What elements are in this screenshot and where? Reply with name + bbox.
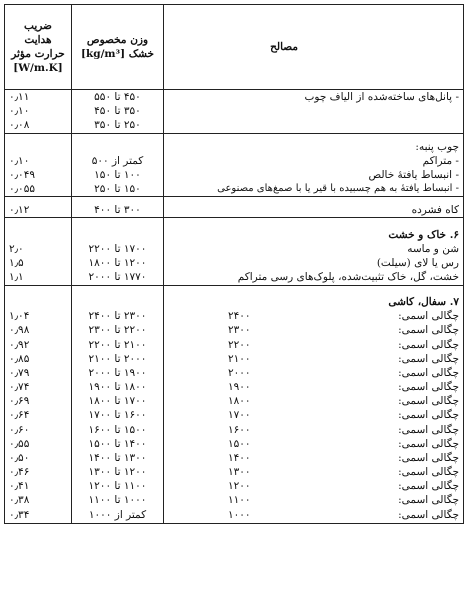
nominal-value: ۱۴۰۰ (228, 451, 251, 464)
material-cell: - انبساط یافتهٔ به هم چسبیده با قیر یا با صمغ‌های مصنوعی (164, 182, 464, 197)
table-row (5, 228, 464, 242)
nominal-label: چگالی اسمی: (398, 480, 459, 493)
conductivity-cell: ۰٫۶۴ (5, 408, 72, 422)
density-cell: ۱۱۰۰ تا ۱۲۰۰ (72, 479, 164, 493)
density-cell: کمتر از ۱۰۰۰ (72, 508, 164, 522)
conductivity-cell: ۰٫۴۶ (5, 465, 72, 479)
table-row (5, 338, 464, 352)
nominal-value: ۱۳۰۰ (228, 466, 251, 479)
nominal-label: چگالی اسمی: (398, 324, 459, 337)
nominal-label: چگالی اسمی: (398, 338, 459, 351)
table-row (5, 90, 464, 105)
material-cell (164, 493, 464, 507)
density-cell: ۳۵۰ تا ۴۵۰ (72, 104, 164, 118)
header-density: وزن مخصوص خشک [kg/m³] (72, 5, 164, 90)
thermal-conductivity-table (4, 4, 464, 524)
conductivity-cell: ۱٫۵ (5, 256, 72, 270)
table-row (5, 118, 464, 133)
conductivity-cell: ۰٫۶۹ (5, 394, 72, 408)
material-cell (164, 465, 464, 479)
nominal-label: چگالی اسمی: (398, 395, 459, 408)
table-row (5, 437, 464, 451)
conductivity-cell: ۰٫۰۵۵ (5, 182, 72, 197)
cork-title: چوب پنبه: (164, 140, 464, 154)
density-cell: کمتر از ۵۰۰ (72, 154, 164, 168)
material-cell (164, 323, 464, 337)
nominal-label: چگالی اسمی: (398, 381, 459, 394)
nominal-value: ۱۸۰۰ (228, 395, 251, 408)
density-cell: ۲۰۰۰ تا ۲۱۰۰ (72, 352, 164, 366)
material-cell (164, 366, 464, 380)
section-title-soil: ۶. خاک و خشت (164, 228, 464, 242)
conductivity-cell: ۰٫۱۱ (5, 90, 72, 105)
section-title-ceramic: ۷. سفال، کاشی (164, 295, 464, 309)
conductivity-cell: ۰٫۵۵ (5, 437, 72, 451)
table-row (5, 270, 464, 285)
nominal-label: چگالی اسمی: (398, 423, 459, 436)
conductivity-cell: ۰٫۸۵ (5, 352, 72, 366)
material-cell: شن و ماسه (164, 242, 464, 256)
conductivity-cell: ۰٫۶۰ (5, 423, 72, 437)
density-cell: ۳۰۰ تا ۴۰۰ (72, 203, 164, 218)
nominal-value: ۱۷۰۰ (228, 409, 251, 422)
table-row (5, 256, 464, 270)
material-cell (164, 394, 464, 408)
nominal-value: ۱۲۰۰ (228, 480, 251, 493)
nominal-value: ۱۶۰۰ (228, 423, 251, 436)
nominal-label: چگالی اسمی: (398, 494, 459, 507)
material-cell (164, 479, 464, 493)
density-cell: ۱۷۰۰ تا ۲۲۰۰ (72, 242, 164, 256)
conductivity-cell: ۰٫۷۹ (5, 366, 72, 380)
material-cell: رس یا لای (سیلت) (164, 256, 464, 270)
density-cell: ۱۰۰ تا ۱۵۰ (72, 168, 164, 182)
material-cell: - انبساط یافتهٔ خالص (164, 168, 464, 182)
nominal-value: ۲۴۰۰ (228, 310, 251, 323)
density-cell: ۲۲۰۰ تا ۲۳۰۰ (72, 323, 164, 337)
table-row (5, 154, 464, 168)
table-row (5, 423, 464, 437)
nominal-value: ۲۳۰۰ (228, 324, 251, 337)
material-cell (164, 352, 464, 366)
material-cell (164, 338, 464, 352)
conductivity-cell: ۰٫۳۴ (5, 508, 72, 522)
material-cell: - متراکم (164, 154, 464, 168)
nominal-value: ۲۲۰۰ (228, 338, 251, 351)
nominal-label: چگالی اسمی: (398, 409, 459, 422)
material-cell (164, 508, 464, 522)
material-cell (164, 118, 464, 133)
density-cell: ۱۰۰۰ تا ۱۱۰۰ (72, 493, 164, 507)
material-cell (164, 437, 464, 451)
material-cell (164, 408, 464, 422)
table-row (5, 493, 464, 507)
conductivity-cell: ۰٫۹۸ (5, 323, 72, 337)
material-cell (164, 309, 464, 323)
conductivity-cell: ۰٫۱۰ (5, 104, 72, 118)
table-row (5, 451, 464, 465)
nominal-label: چگالی اسمی: (398, 310, 459, 323)
group-divider (5, 285, 464, 295)
conductivity-cell: ۰٫۰۸ (5, 118, 72, 133)
density-cell: ۲۳۰۰ تا ۲۴۰۰ (72, 309, 164, 323)
density-cell: ۴۵۰ تا ۵۵۰ (72, 90, 164, 105)
header-conductivity: ضریب هدایت حرارت مؤثر [W/m.K] (5, 5, 72, 90)
table-row (5, 366, 464, 380)
nominal-label: چگالی اسمی: (398, 352, 459, 365)
density-cell: ۱۲۰۰ تا ۱۳۰۰ (72, 465, 164, 479)
table-row (5, 140, 464, 154)
density-cell: ۱۲۰۰ تا ۱۸۰۰ (72, 256, 164, 270)
material-cell (164, 104, 464, 118)
table-row (5, 394, 464, 408)
density-cell: ۱۸۰۰ تا ۱۹۰۰ (72, 380, 164, 394)
conductivity-cell: ۰٫۵۰ (5, 451, 72, 465)
nominal-value: ۲۱۰۰ (228, 352, 251, 365)
density-cell: ۲۱۰۰ تا ۲۲۰۰ (72, 338, 164, 352)
table-row (5, 380, 464, 394)
nominal-label: چگالی اسمی: (398, 508, 459, 521)
nominal-value: ۱۵۰۰ (228, 437, 251, 450)
nominal-value: ۲۰۰۰ (228, 366, 251, 379)
table-row (5, 479, 464, 493)
table-row (5, 104, 464, 118)
conductivity-cell: ۲٫۰ (5, 242, 72, 256)
table-row (5, 465, 464, 479)
table-row (5, 203, 464, 218)
density-cell: ۱۷۰۰ تا ۱۸۰۰ (72, 394, 164, 408)
conductivity-cell: ۰٫۹۲ (5, 338, 72, 352)
table-row (5, 309, 464, 323)
table-row (5, 242, 464, 256)
density-cell: ۱۳۰۰ تا ۱۴۰۰ (72, 451, 164, 465)
material-cell (164, 423, 464, 437)
table-row (5, 323, 464, 337)
header-material: مصالح (164, 5, 464, 90)
density-cell: ۲۵۰ تا ۳۵۰ (72, 118, 164, 133)
conductivity-cell: ۰٫۴۱ (5, 479, 72, 493)
nominal-label: چگالی اسمی: (398, 366, 459, 379)
density-cell: ۱۵۰ تا ۲۵۰ (72, 182, 164, 197)
material-cell: خشت، گل، خاک تثبیت‌شده، پلوک‌های رسی متراکم (164, 270, 464, 285)
material-cell (164, 380, 464, 394)
table-row (5, 168, 464, 182)
group-divider (5, 218, 464, 228)
table-row (5, 408, 464, 422)
density-cell: ۱۷۷۰ تا ۲۰۰۰ (72, 270, 164, 285)
density-cell: ۱۴۰۰ تا ۱۵۰۰ (72, 437, 164, 451)
table-header-row (5, 5, 464, 90)
material-cell (164, 451, 464, 465)
table-row (5, 352, 464, 366)
table-row (5, 508, 464, 522)
nominal-value: ۱۱۰۰ (228, 494, 251, 507)
table-row (5, 182, 464, 197)
material-cell: - پانل‌های ساخته‌شده از الیاف چوب (164, 90, 464, 105)
nominal-value: ۱۹۰۰ (228, 381, 251, 394)
material-cell: کاه فشرده (164, 203, 464, 218)
conductivity-cell: ۰٫۱۰ (5, 154, 72, 168)
nominal-value: ۱۰۰۰ (228, 508, 251, 521)
density-cell: ۱۶۰۰ تا ۱۷۰۰ (72, 408, 164, 422)
conductivity-cell: ۱٫۱ (5, 270, 72, 285)
ceramic-rows (5, 309, 464, 522)
nominal-label: چگالی اسمی: (398, 437, 459, 450)
conductivity-cell: ۰٫۰۴۹ (5, 168, 72, 182)
conductivity-cell: ۰٫۱۲ (5, 203, 72, 218)
conductivity-cell: ۱٫۰۴ (5, 309, 72, 323)
conductivity-cell: ۰٫۳۸ (5, 493, 72, 507)
density-cell: ۱۵۰۰ تا ۱۶۰۰ (72, 423, 164, 437)
density-cell: ۱۹۰۰ تا ۲۰۰۰ (72, 366, 164, 380)
nominal-label: چگالی اسمی: (398, 451, 459, 464)
table-row (5, 295, 464, 309)
conductivity-cell: ۰٫۷۴ (5, 380, 72, 394)
nominal-label: چگالی اسمی: (398, 466, 459, 479)
